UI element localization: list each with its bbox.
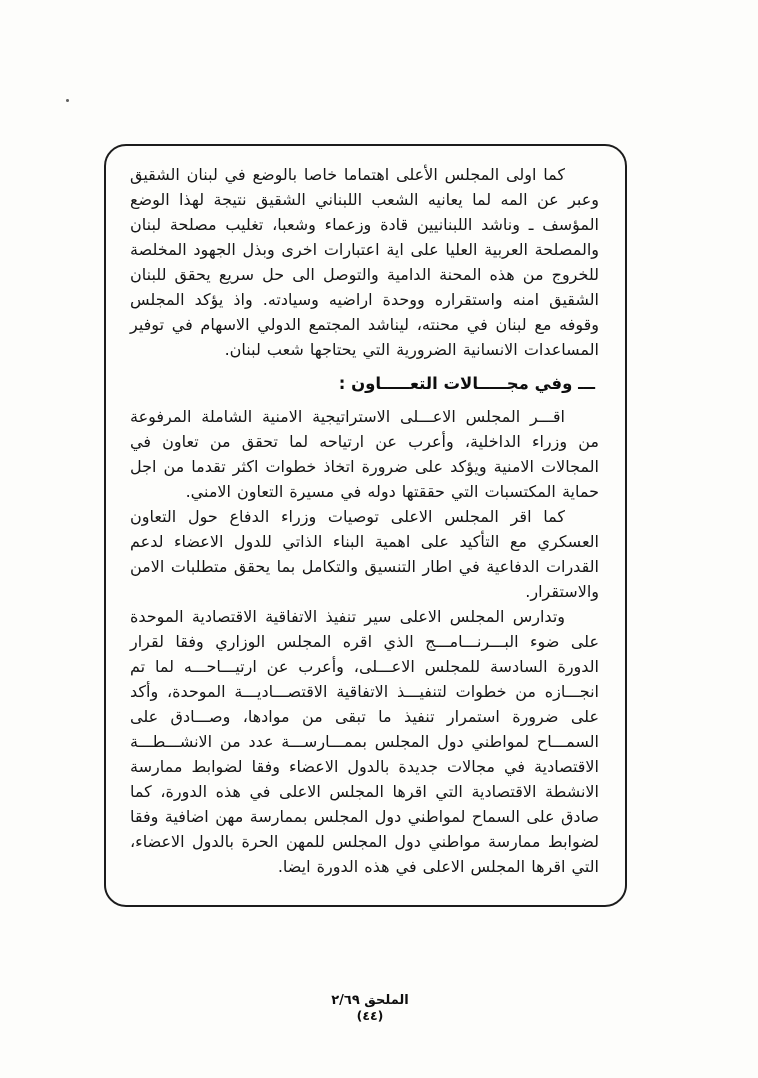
section-heading-cooperation: ـــ وفي مجـــــالات التعـــــاون : xyxy=(338,374,595,393)
paragraph-security-strategy: اقـــر المجلس الاعـــلى الاستراتيجية الامنية الشاملة المرفوعة من وزراء الداخلية، وأعرب عن ارتياحه لما تحقق من تعاون في المجالات الامنية ويؤكد على ضرورة اتخاذ خطوات اكثر تقدما من اجل حماية المكتسبات التي حققتها دوله في مسيرة التعاون الامني. xyxy=(130,407,599,501)
content-border-frame xyxy=(104,144,627,907)
paragraph-lebanon-situation: كما اولى المجلس الأعلى اهتماما خاصا بالوضع في لبنان الشقيق وعبر عن المه لما يعانيه الشعب اللبناني الشقيق نتيجة لهذا الوضع المؤسف ـ وناشد اللبنانيين قادة وزعماء وشعبا، تغليب مصلحة لبنان والمصلحة العربية العليا على اية اعتبارات اخرى وبذل الجهود المخلصة للخروج من هذه المحنة الدامية والتوصل الى حل سريع يحقق للبنان الشقيق امنه واستقراره ووحدة اراضيه وسيادته. واذ يؤكد المجلس وقوفه مع لبنان في محنته، ليناشد المجتمع الدولي الاسهام في توفير المساعدات الانسانية الضرورية التي يحتاجها شعب لبنان. xyxy=(130,165,599,359)
scan-artifact-dot xyxy=(66,99,69,102)
page-number: (٤٤) xyxy=(356,1008,384,1023)
paragraph-economic-agreement: وتدارس المجلس الاعلى سير تنفيذ الاتفاقية الاقتصادية الموحدة على ضوء البـــرنـــامـــج الذي اقره المجلس الوزاري وفقا لقرار الدورة السادسة للمجلس الاعـــلى، وأعرب عن ارتيـــاحـــه لما تم انجـــازه من خطوات لتنفيـــذ الاتفاقية الاقتصـــاديـــة الموحدة، وأكد على ضرورة استمرار تنفيذ ما تبقى من موادها، وصـــادق على السمـــاح لمواطني دول المجلس بممـــارســـة عدد من الانشـــطـــة الاقتصادية في مجالات جديدة بالدول الاعضاء وفقا لضوابط ممارسة الانشطة الاقتصادية التي اقرها المجلس الاعلى في هذه الدورة، كما صادق على السماح لمواطني دول المجلس بممارسة مهن اضافية وفقا لضوابط ممارسة مواطني دول المجلس للمهن الحرة بالدول الاعضاء، التي اقرها المجلس الاعلى في هذه الدورة ايضا. xyxy=(130,607,599,876)
annex-reference-label: الملحق ٢/٦٩ xyxy=(331,993,409,1008)
page-footer xyxy=(0,993,740,1024)
paragraph-defense-cooperation: كما اقر المجلس الاعلى توصيات وزراء الدفاع حول التعاون العسكري مع التأكيد على اهمية البناء الذاتي للدول الاعضاء لدعم القدرات الدفاعية في اطار التنسيق والتكامل بما يحقق متطلبات الامن والاستقرار. xyxy=(130,507,599,601)
